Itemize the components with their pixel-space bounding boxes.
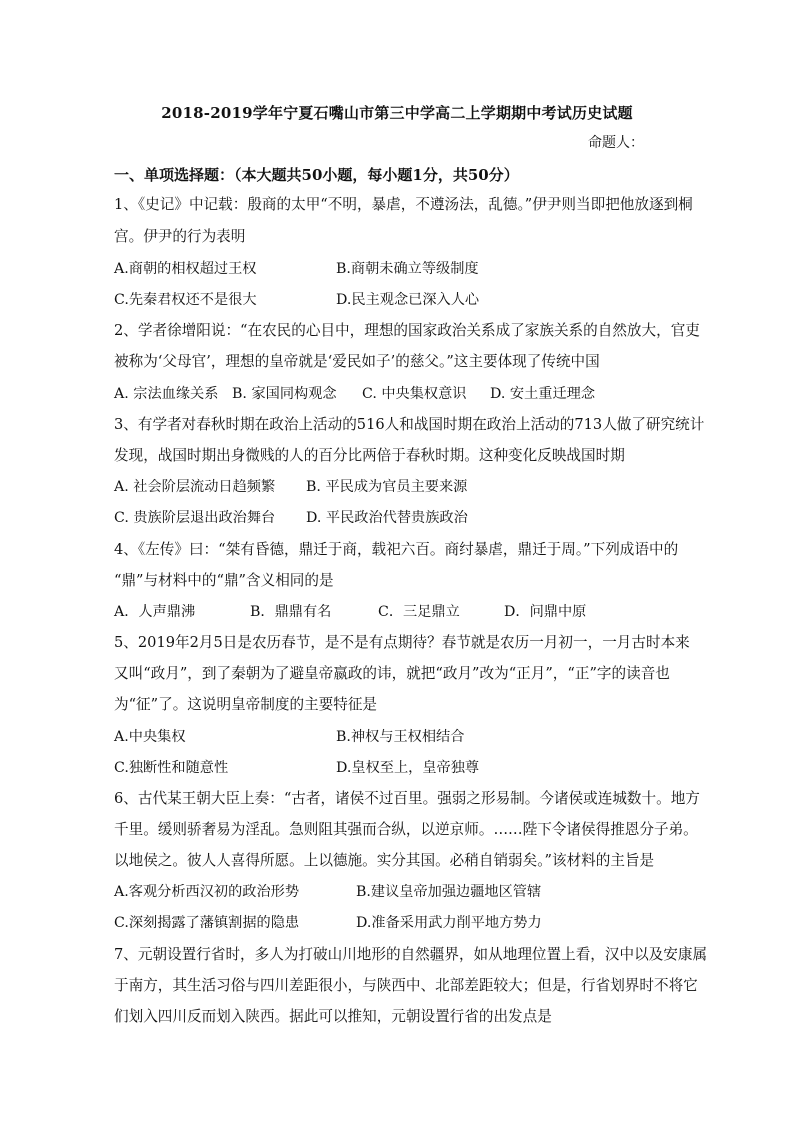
question-3-line-1: 3、有学者对春秋时期在政治上活动的516人和战国时期在政治上活动的713人做了研究统计	[114, 416, 705, 433]
question-2-option-b: B. 家国同构观念	[232, 386, 337, 402]
question-2-line-1: 2、学者徐增阳说：“在农民的心目中，理想的国家政治关系成了家族关系的自然放大，官吏	[114, 322, 700, 339]
question-1-option-b: B.商朝未确立等级制度	[336, 261, 479, 277]
question-1-option-d: D.民主观念已深入人心	[336, 292, 480, 308]
question-4-line-2: “鼎”与材料中的“鼎”含义相同的是	[114, 572, 334, 589]
author-label: 命题人：	[588, 135, 644, 151]
exam-title: 2018-2019学年宁夏石嘴山市第三中学高二上学期期中考试历史试题	[161, 104, 633, 122]
question-6-option-a: A.客观分析西汉初的政治形势	[114, 884, 300, 900]
question-6-line-3: 以地侯之。彼人人喜得所愿。上以德施。实分其国。必稍自销弱矣。”该材料的主旨是	[114, 852, 655, 869]
question-3-option-a: A. 社会阶层流动日趋频繁	[114, 479, 276, 495]
question-5-line-2: 又叫“政月”，到了秦朝为了避皇帝嬴政的讳，就把“政月”改为“正月”，“正”字的读音也	[114, 665, 670, 682]
question-2-line-2: 被称为‘父母官’，理想的皇帝就是‘爱民如子’的慈父。”这主要体现了传统中国	[114, 353, 600, 370]
question-1-line-1: 1、《史记》中记载：殷商的太甲“不明，暴虐，不遵汤法，乱德。”伊尹则当即把他放逐到桐	[114, 196, 693, 213]
question-4-option-b: B．鼎鼎有名	[250, 604, 332, 620]
question-4-option-a: A．人声鼎沸	[114, 604, 196, 620]
question-5-option-a: A.中央集权	[114, 729, 186, 745]
question-2-option-c: C. 中央集权意识	[362, 386, 467, 402]
question-5-line-3: 为“征”了。这说明皇帝制度的主要特征是	[114, 696, 378, 713]
question-5-option-d: D.皇权至上，皇帝独尊	[336, 760, 480, 776]
question-5-line-1: 5、2019年2月5日是农历春节，是不是有点期待？春节就是农历一月初一，一月古时本来	[114, 634, 690, 651]
question-1-option-a: A.商朝的相权超过王权	[114, 261, 257, 277]
question-4-option-c: C．三足鼎立	[378, 604, 460, 620]
question-3-option-b: B. 平民成为官员主要来源	[306, 479, 468, 495]
question-4-line-1: 4、《左传》曰：“桀有昏德，鼎迁于商，载祀六百。商纣暴虐，鼎迁于周。”下列成语中的	[114, 541, 679, 558]
question-1-option-c: C.先秦君权还不是很大	[114, 292, 257, 308]
question-6-option-b: B.建议皇帝加强边疆地区管辖	[356, 884, 542, 900]
question-7-line-3: 们划入四川反而划入陕西。据此可以推知，元朝设置行省的出发点是	[114, 1008, 552, 1025]
question-5-option-c: C.独断性和随意性	[114, 760, 229, 776]
section-heading: 一、单项选择题：（本大题共50小题，每小题1分，共50分）	[114, 166, 519, 184]
question-7-line-2: 于南方，其生活习俗与四川差距很小，与陕西中、北部差距较大；但是，行省划界时不将它	[114, 977, 698, 994]
question-3-option-d: D. 平民政治代替贵族政治	[306, 510, 468, 526]
question-7-line-1: 7、元朝设置行省时，多人为打破山川地形的自然疆界，如从地理位置上看，汉中以及安康属	[114, 946, 708, 963]
question-6-option-d: D.准备采用武力削平地方势力	[356, 915, 542, 931]
question-2-option-d: D. 安土重迁理念	[490, 386, 596, 402]
question-1-line-2: 宫。伊尹的行为表明	[114, 228, 246, 245]
question-2-option-a: A. 宗法血缘关系	[114, 386, 219, 402]
question-6-line-1: 6、古代某王朝大臣上奏：“古者，诸侯不过百里。强弱之形易制。今诸侯或连城数十。地方	[114, 790, 700, 807]
question-4-option-d: D．问鼎中原	[504, 604, 587, 620]
question-6-option-c: C.深刻揭露了藩镇割据的隐患	[114, 915, 300, 931]
question-3-line-2: 发现，战国时期出身微贱的人的百分比两倍于春秋时期。这种变化反映战国时期	[114, 447, 625, 464]
question-6-line-2: 千里。缓则骄奢易为淫乱。急则阻其强而合纵，以逆京师。……陛下令诸侯得推恩分子弟。	[114, 821, 698, 838]
question-3-option-c: C. 贵族阶层退出政治舞台	[114, 510, 276, 526]
question-5-option-b: B.神权与王权相结合	[336, 729, 465, 745]
